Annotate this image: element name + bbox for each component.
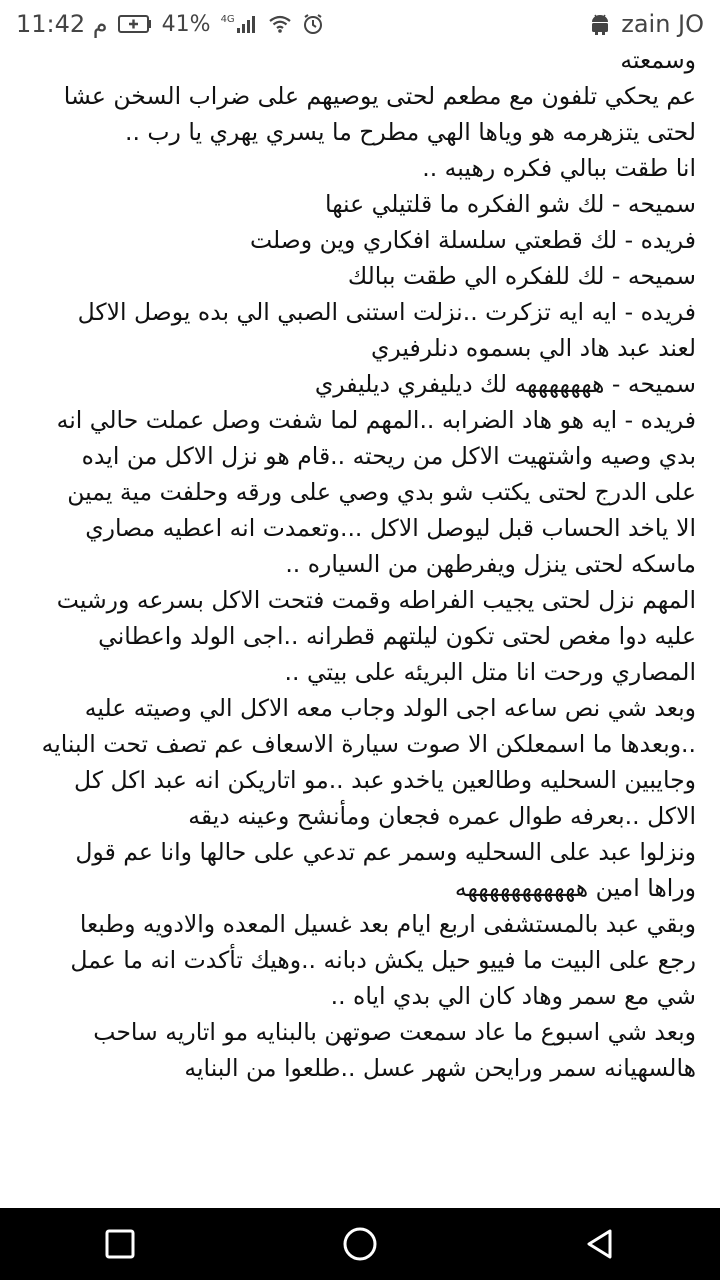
paragraph: فريده - لك قطعتي سلسلة افكاري وين وصلت — [249, 226, 696, 254]
network-type: 4G — [220, 14, 235, 25]
back-triangle-icon — [583, 1227, 617, 1261]
paragraph: وبعد شي اسبوع ما عاد سمعت صوتهن بالبنايه مو اتاريه ساحب هالسهيانه سمر ورايحن شهر عسل ..طلعوا من البنايه — [93, 1018, 696, 1082]
paragraph: عم يحكي تلفون مع مطعم لحتى يوصيهم على ضراب السخن عشا لحتى يتزهرمه هو وياها الهي مطرح ما يسري يهري يا رب .. — [63, 82, 696, 146]
paragraph: سميحه - هههههههه لك ديليفري ديليفري — [314, 370, 696, 398]
recents-square-icon — [104, 1228, 136, 1260]
android-icon — [589, 12, 611, 36]
paragraph: وبعد شي نص ساعه اجى الولد وجاب معه الاكل الي وصيته عليه ..وبعدها ما اسمعلكن الا صوت سيارة الاسعاف عم تصف تحت البنايه وجايبين السحليه وطالعين ياخدو عبد ..مو اتاريكن انه عبد اكل كل الاكل ..بعرفه طوال عمره فجعان ومأنشح وعينه ديقه — [41, 694, 696, 830]
alarm-icon — [302, 13, 324, 35]
wifi-icon — [268, 14, 292, 34]
home-button[interactable] — [324, 1208, 396, 1280]
paragraph: ونزلوا عبد على السحليه وسمر عم تدعي على حالها وانا عم قول وراها امين هههههههههههه — [75, 838, 696, 902]
status-left — [16, 10, 324, 38]
paragraph: سميحه - لك شو الفكره ما قلتيلي عنها — [325, 190, 696, 218]
paragraph: انا طقت ببالي فكره رهيبه .. — [422, 154, 696, 182]
story-text — [0, 48, 720, 1086]
clock: 11:42 م — [16, 10, 108, 38]
status-right — [589, 10, 704, 38]
back-button[interactable] — [564, 1208, 636, 1280]
home-circle-icon — [342, 1226, 378, 1262]
recents-button[interactable] — [84, 1208, 156, 1280]
status-bar — [0, 0, 720, 48]
navigation-bar — [0, 1208, 720, 1280]
battery-percent: 41% — [161, 11, 211, 37]
signal-icon — [221, 14, 258, 34]
carrier-name: zain JO — [621, 10, 704, 38]
battery-charging-icon — [118, 14, 152, 34]
paragraph: وبقي عبد بالمستشفى اربع ايام بعد غسيل المعده والادويه وطبعا رجع على البيت ما فييو حيل يكش دبانه ..وهيك تأكدت انه ما عمل شي مع سمر وهاد كان الي بدي اياه .. — [70, 910, 696, 1010]
paragraph: سميحه - لك للفكره الي طقت ببالك — [347, 262, 696, 290]
paragraph: وسمعته — [620, 48, 696, 74]
paragraph: المهم نزل لحتى يجيب الفراطه وقمت فتحت الاكل بسرعه ورشيت عليه دوا مغص لحتى تكون ليلتهم قطرانه ..اجى الولد واعطاني المصاري ورحت انا متل البريئه على بيتي .. — [56, 586, 696, 686]
paragraph: فريده - ايه هو هاد الضرابه ..المهم لما شفت وصل عملت حالي انه بدي وصيه واشتهيت الاكل من ريحته ..قام هو نزل الاكل من ايده على الدرج لحتى يكتب شو بدي وصي على ورقه وحلفت مية يمين الا ياخد الحساب قبل ليوصل الاكل ...وتعمدت انه اعطيه مصاري ماسكه لحتى ينزل ويفرطهن من السياره .. — [56, 406, 696, 578]
paragraph: فريده - ايه ايه تزكرت ..نزلت استنى الصبي الي بده يوصل الاكل لعند عبد هاد الي بسموه دنلرفيري — [77, 298, 696, 362]
reading-content[interactable] — [0, 48, 720, 1208]
